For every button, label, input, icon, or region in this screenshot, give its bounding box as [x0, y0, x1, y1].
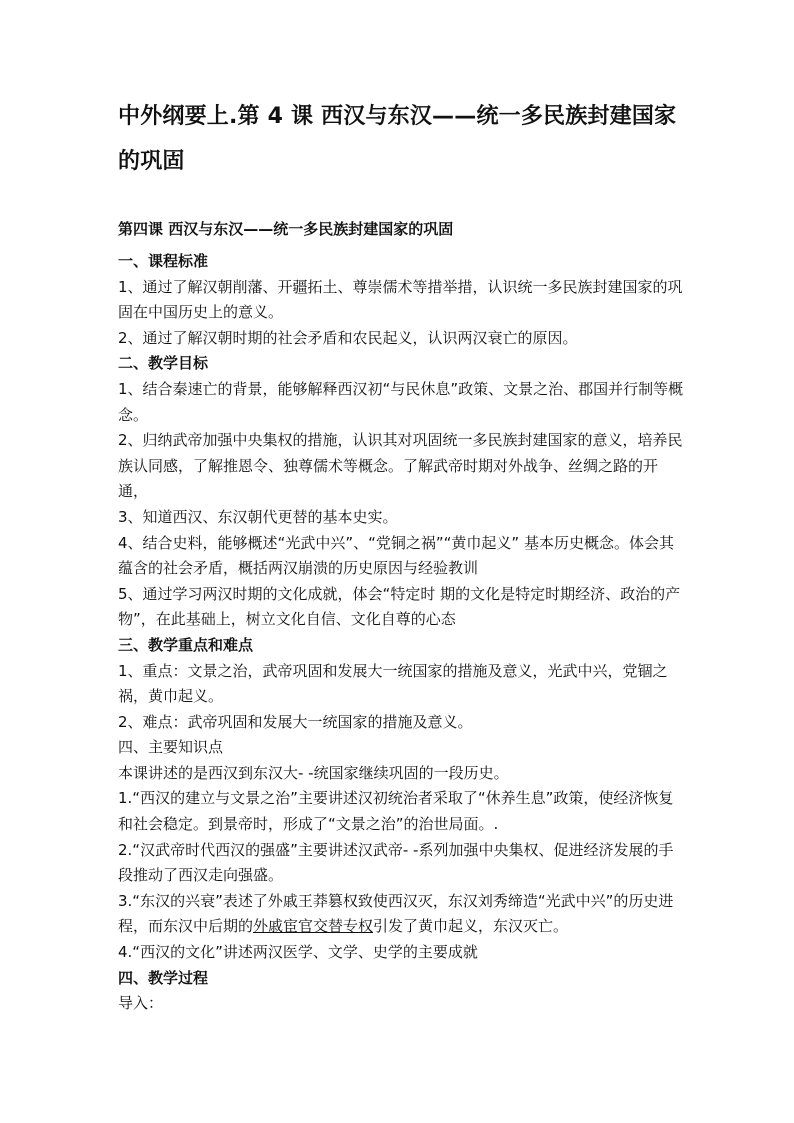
underlined-phrase: 外戚宦官交替专权: [253, 917, 374, 936]
paragraph-text: 3.“东汉的兴衰”表述了外戚王莽篡权致使西汉灭，东汉刘秀缔造“光武中兴”的历史进程，而东汉中后期的: [118, 891, 674, 936]
paragraph: 1.“西汉的建立与文景之治”主要讲述汉初统治者采取了“休养生息”政策，使经济恢复和社会稳定。到景帝时，形成了“文景之治”的治世局面。.: [118, 789, 674, 834]
section-heading-curriculum: 一、课程标准: [118, 252, 209, 270]
paragraph: 2、通过了解汉朝时期的社会矛盾和农民起义，认识两汉衰亡的原因。: [118, 328, 578, 347]
paragraph: 2.“汉武帝时代西汉的强盛”主要讲述汉武帝- -系列加强中央集权、促进经济发展的手段推动了西汉走向强盛。: [118, 840, 674, 885]
section-heading-objectives: 二、教学目标: [118, 354, 209, 373]
paragraph: 3、知道西汉、东汉朝代更替的基本史实。: [118, 507, 398, 526]
paragraph: 4、结合史料，能够概述“光武中兴”、“党铜之祸”“黄巾起义” 基本历史概念。体会其蕴含的社会矛盾，概括两汉崩溃的历史原因与经验教训: [118, 533, 674, 578]
section-heading-knowledge: 四、主要知识点: [118, 738, 224, 757]
section-heading-process: 四、教学过程: [118, 968, 209, 987]
paragraph: 5、通过学习两汉时期的文化成就，体会“特定时 期的文化是特定时期经济、政治的产物”，在此基础上，树立文化自信、文化自尊的心态: [118, 584, 681, 629]
document-title: 中外纲要上.第 4 课 西汉与东汉——统一多民族封建国家的巩固: [118, 104, 677, 174]
section-heading-key-points: 三、教学重点和难点: [118, 635, 254, 654]
paragraph: 2、难点：武帝巩固和发展大一统国家的措施及意义。: [118, 712, 473, 731]
paragraph: [118, 889, 684, 940]
document-body: [118, 94, 684, 1017]
paragraph: 2、归纳武帝加强中央集权的措施，认识其对巩固统一多民族封建国家的意义，培养民族认同感，了解推恩令、独尊儒术等概念。了解武帝时期对外战争、丝绸之路的开通，: [118, 431, 683, 501]
paragraph: 本课讲述的是西汉到东汉大- -统国家继续巩固的一段历史。: [118, 763, 509, 782]
paragraph: 1、通过了解汉朝削藩、开疆拓土、尊崇儒术等措举措，认识统一多民族封建国家的巩固在中国历史上的意义。: [118, 277, 683, 322]
paragraph: 1、结合秦速亡的背景，能够解释西汉初“与民休息”政策、文景之治、郡国并行制等概念。: [118, 379, 684, 424]
paragraph: 4.“西汉的文化”讲述两汉医学、文学、史学的主要成就: [118, 943, 478, 962]
paragraph: 导入：: [118, 994, 164, 1013]
paragraph: 1、重点：文景之治，武帝巩固和发展大一统国家的措施及意义，光武中兴，党锢之祸，黄巾起义。: [118, 661, 668, 706]
lesson-subtitle: 第四课 西汉与东汉——统一多民族封建国家的巩固: [118, 220, 454, 238]
paragraph-text: 引发了黄巾起义，东汉灭亡。: [373, 917, 569, 936]
